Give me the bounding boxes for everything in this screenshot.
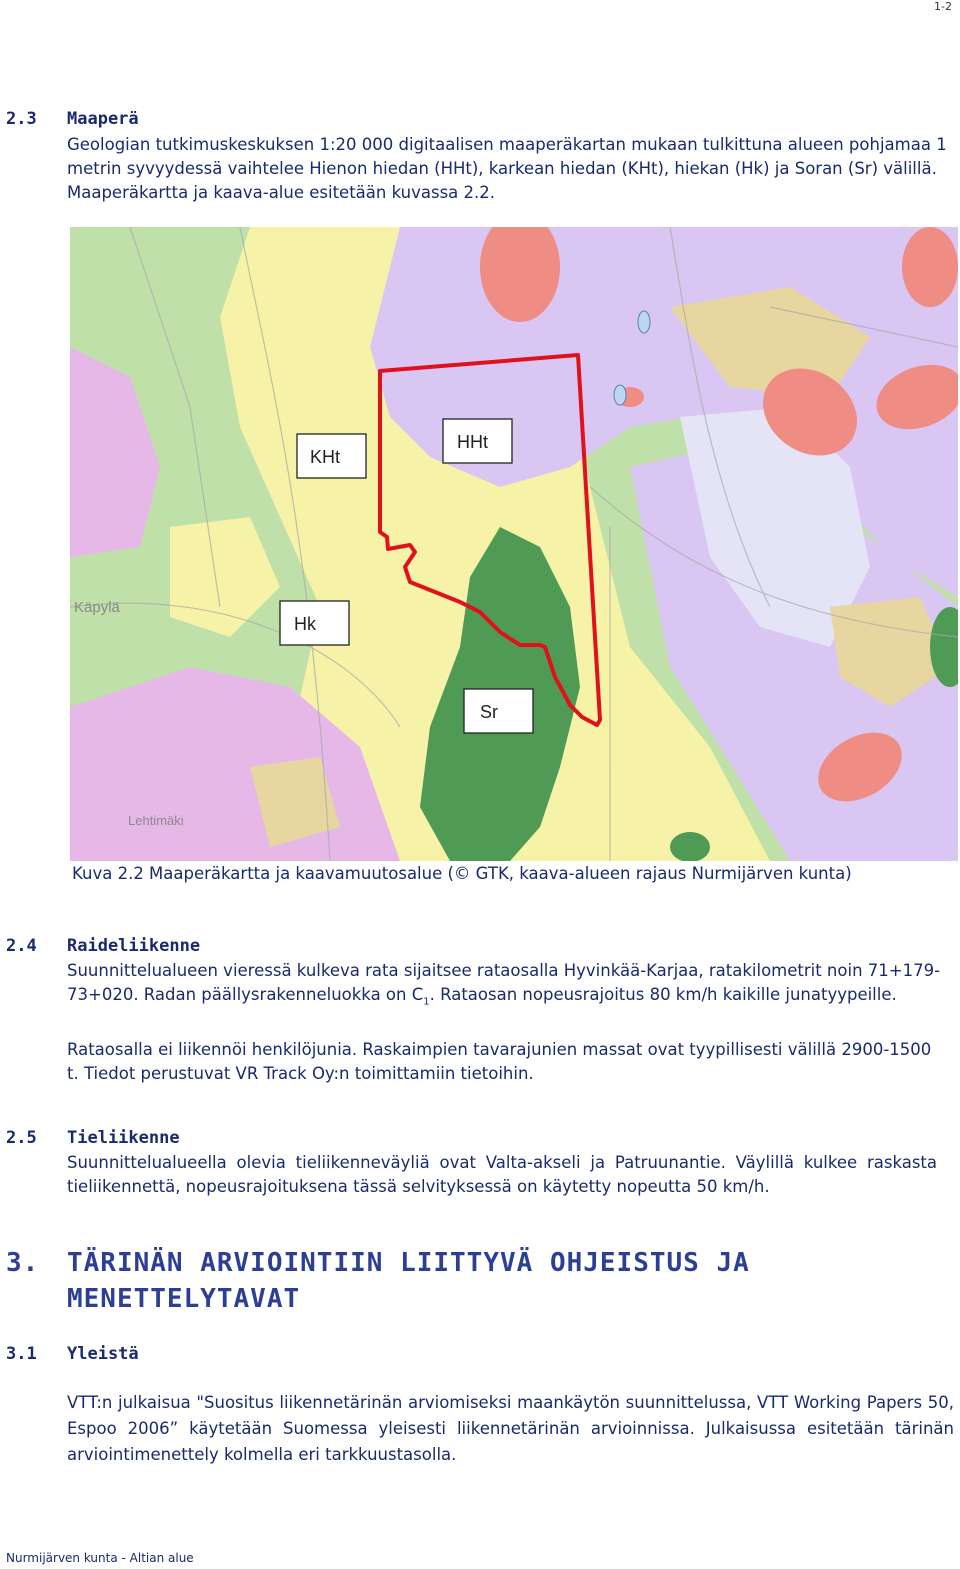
- paragraph: [67, 959, 947, 1014]
- section-number: 2.5: [6, 1128, 37, 1148]
- paragraph: VTT:n julkaisua "Suositus liikennetärinän arviomiseksi maankäytön suunnittelussa, VTT Working Papers 50, Espoo 2006” käytetään Suomessa yleisesti liikennetärinän arvioinnissa. Julkaisussa esitetään tärinän arviointimenettely kolmella eri tarkkuustasolla.: [67, 1393, 954, 1464]
- place-name-kapyla: Käpylä: [74, 599, 120, 616]
- section-title: Tieliikenne: [67, 1128, 180, 1148]
- section-number: 2.4: [6, 936, 37, 956]
- soil-map: [70, 227, 958, 861]
- text-run: . Rataosan nopeusrajoitus 80 km/h kaikille junatyypeille.: [429, 985, 897, 1004]
- paragraph: Geologian tutkimuskeskuksen 1:20 000 digitaalisen maaperäkartan mukaan tulkittuna alueen pohjamaa 1 metrin syvyydessä vaihtelee Hienon hiedan (HHt), karkean hiedan (KHt), hiekan (Hk) ja Soran (Sr) välillä. Maaperäkartta ja kaava-alue esitetään kuvassa 2.2.: [67, 135, 947, 202]
- chapter-number: 3.: [6, 1248, 40, 1278]
- svg-text:Hk: Hk: [294, 614, 316, 634]
- section-number: 3.1: [6, 1344, 37, 1364]
- svg-text:KHt: KHt: [310, 447, 341, 467]
- section-2-5-heading: [6, 1128, 180, 1148]
- section-title: Raideliikenne: [67, 936, 201, 956]
- section-2-3-heading: [6, 109, 139, 129]
- label-kht: [297, 434, 366, 478]
- svg-text:HHt: HHt: [457, 432, 488, 452]
- label-hk: [280, 601, 349, 645]
- text-run: Suunnittelualueen vieressä kulkeva rata sijaitsee rataosalla Hyvinkää-Karjaa, ratakilometrit noin 71+179-73+020. Radan päällysrakenneluokka on C: [67, 961, 941, 1004]
- place-name-lehtimaki: Lehtimäki: [128, 813, 184, 828]
- figure-caption: Kuva 2.2 Maaperäkartta ja kaavamuutosalue (© GTK, kaava-alueen rajaus Nurmijärven kunta): [72, 864, 852, 883]
- chapter-3-heading: [6, 1245, 750, 1314]
- section-3-1-heading: [6, 1344, 139, 1364]
- label-hht: [443, 419, 512, 463]
- paragraph: Rataosalla ei liikennöi henkilöjunia. Raskaimpien tavarajunien massat ovat tyypillisesti välillä 2900-1500 t. Tiedot perustuvat VR Track Oy:n toimittamiin tietoihin.: [67, 1040, 932, 1084]
- footer: Nurmijärven kunta - Altian alue: [6, 1551, 194, 1565]
- label-sr: [464, 689, 533, 733]
- section-2-4-heading: [6, 936, 201, 956]
- paragraph: Suunnittelualueella olevia tieliikenneväyliä ovat Valta-akseli ja Patruunantie. Väylillä kulkee raskasta tieliikennettä, nopeusrajoituksena tässä selvityksessä on käytetty nopeutta 50 km/h.: [67, 1153, 937, 1196]
- section-3-1-body: [67, 1390, 954, 1468]
- section-title: Maaperä: [67, 109, 139, 129]
- svg-text:Sr: Sr: [480, 702, 498, 722]
- chapter-title: TÄRINÄN ARVIOINTIIN LIITTYVÄ OHJEISTUS JA MENETTELYTAVAT: [67, 1248, 750, 1314]
- section-2-5-body: [67, 1151, 937, 1199]
- section-number: 2.3: [6, 109, 37, 129]
- page-number: 1-2: [934, 0, 952, 13]
- section-2-3-body: [67, 133, 947, 205]
- subscript: 1: [423, 996, 430, 1008]
- section-2-4-body: [67, 959, 947, 1086]
- section-title: Yleistä: [67, 1344, 139, 1364]
